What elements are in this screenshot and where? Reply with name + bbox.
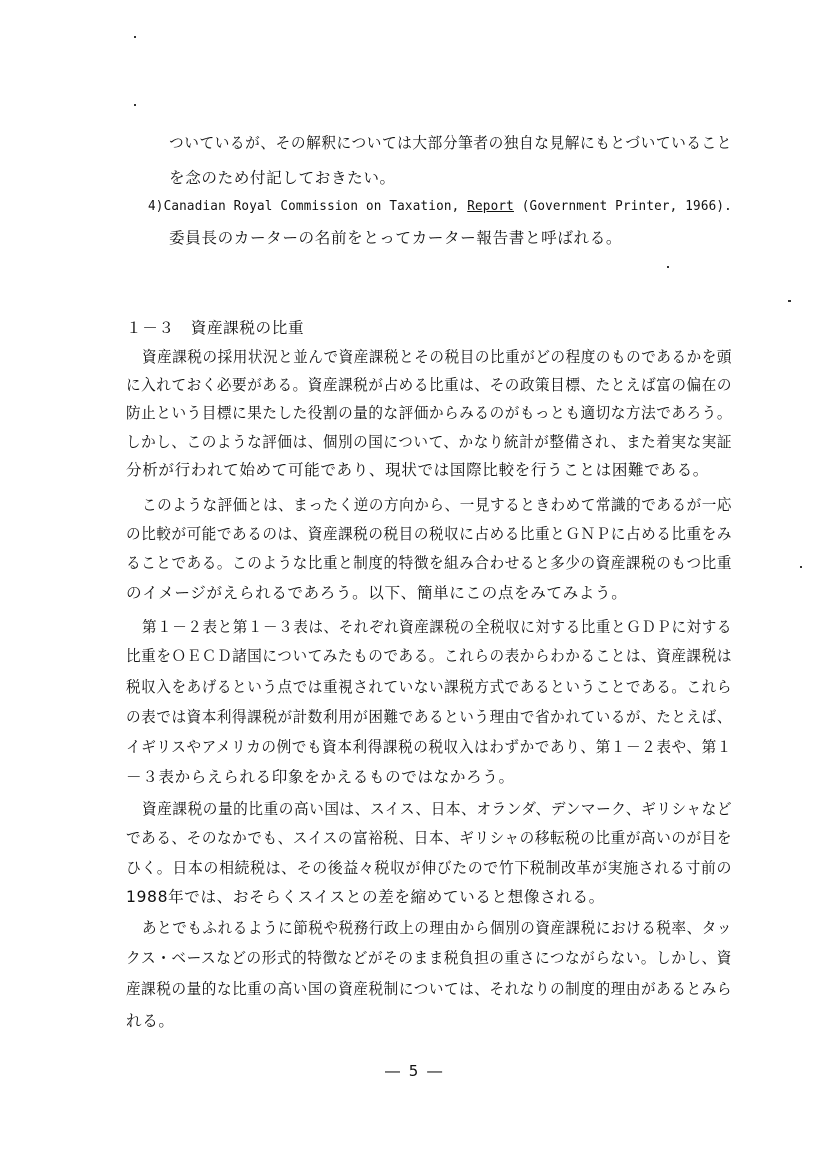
scan-speck — [134, 104, 136, 106]
body-line: 税収入をあげるという点では重視されていない課税方式であるということである。これら — [126, 678, 732, 696]
body-line: に入れておく必要がある。資産課税が占める比重は、その政策目標、たとえば富の偏在の — [126, 376, 732, 394]
body-line: の表では資本利得課税が計数利用が困難であるという理由で省かれているが、たとえば、 — [126, 708, 732, 726]
body-line: ることである。このような比重と制度的特徴を組み合わせると多少の資産課税のもつ比重 — [126, 554, 732, 572]
scan-speck — [800, 566, 802, 568]
body-line: 第１－２表と第１－３表は、それぞれ資産課税の全税収に対する比重とＧＤＰに対する — [142, 618, 733, 636]
footnote-line: を念のため付記しておきたい。 — [169, 169, 396, 187]
body-line: のイメージがえられるであろう。以下、簡単にこの点をみてみよう。 — [126, 584, 628, 602]
body-line: しかし、このような評価は、個別の国について、かなり統計が整備され、また着実な実証 — [126, 433, 733, 451]
body-line: である、そのなかでも、スイスの富裕税、日本、ギリシャの移転税の比重が高いのが目を — [126, 829, 733, 847]
body-line: 資産課税の採用状況と並んで資産課税とその税目の比重がどの程度のものであるかを頭 — [142, 348, 733, 366]
body-line: クス・ベースなどの形式的特徴などがそのまま税負担の重さにつながらない。しかし、資 — [126, 949, 732, 967]
page-number: ― 5 ― — [385, 1062, 445, 1080]
body-line: 分析が行われて始めて可能であり、現状では国際比較を行うことは困難である。 — [126, 461, 709, 479]
scan-speck — [788, 300, 791, 302]
body-line: 産課税の量的な比重の高い国の資産税制については、それなりの制度的理由があるとみら — [126, 980, 733, 998]
body-line: 比重をＯＥＣＤ諸国についてみたものである。これらの表からわかることは、資産課税は — [126, 647, 733, 665]
body-line: このような評価とは、まったく逆の方向から、一見するときわめて常識的であるが一応 — [142, 496, 733, 514]
scan-speck — [134, 36, 136, 38]
reference-prefix: 4)Canadian Royal Commission on Taxation, — [148, 199, 468, 214]
footnote-line: ついているが、その解釈については大部分筆者の独自な見解にもとづいていること — [169, 134, 732, 152]
footnote-line: 委員長のカーターの名前をとってカーター報告書と呼ばれる。 — [169, 229, 623, 247]
body-line: 防止という目標に果たした役割の量的な評価からみるのがもっとも適切な方法であろう。 — [126, 404, 732, 422]
scan-speck — [667, 266, 669, 268]
section-heading: １－３ 資産課税の比重 — [126, 319, 305, 337]
body-line: 1988年では、おそらくスイスとの差を縮めていると想像される。 — [126, 888, 605, 906]
body-line: れる。 — [126, 1012, 175, 1030]
body-line: ひく。日本の相続税は、その後益々税収が伸びたので竹下税制改革が実施される寸前の — [126, 859, 732, 877]
body-line: あとでもふれるように節税や税務行政上の理由から個別の資産課税における税率、タッ — [142, 919, 733, 937]
body-line: 資産課税の量的比重の高い国は、スイス、日本、オランダ、デンマーク、ギリシャなど — [142, 800, 733, 818]
reference-title: Report — [467, 199, 514, 214]
body-line: イギリスやアメリカの例でも資本利得課税の税収入はわずかであり、第１－２表や、第１ — [126, 738, 732, 756]
reference-suffix: (Government Printer, 1966). — [513, 199, 732, 214]
body-line: －３表からえられる印象をかえるものではなかろう。 — [126, 768, 515, 786]
body-line: の比較が可能であるのは、資産課税の税目の税収に占める比重とＧＮＰに占める比重をみ — [126, 525, 732, 543]
footnote-reference — [148, 197, 732, 217]
